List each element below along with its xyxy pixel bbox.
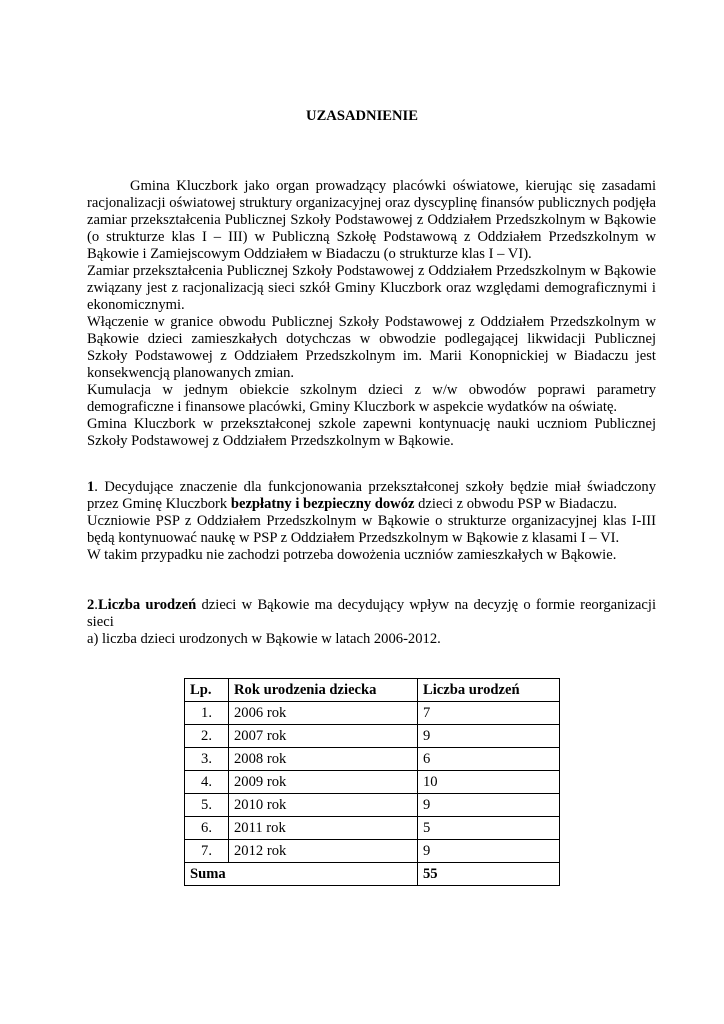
intro-section bbox=[87, 178, 656, 450]
column-header-year: Rok urodzenia dziecka bbox=[229, 679, 418, 702]
cell-births: 9 bbox=[418, 794, 560, 817]
point-1-section bbox=[87, 479, 656, 564]
cell-year: 2010 rok bbox=[229, 794, 418, 817]
cell-year: 2011 rok bbox=[229, 817, 418, 840]
table-row bbox=[185, 702, 560, 725]
cell-lp: 6. bbox=[185, 817, 229, 840]
cell-lp: 2. bbox=[185, 725, 229, 748]
cell-lp: 1. bbox=[185, 702, 229, 725]
table-row bbox=[185, 725, 560, 748]
cell-year: 2009 rok bbox=[229, 771, 418, 794]
table-header-row bbox=[185, 679, 560, 702]
point-1-bold-text: bezpłatny i bezpieczny dowóz bbox=[230, 496, 415, 512]
cell-lp: 4. bbox=[185, 771, 229, 794]
sum-label: Suma bbox=[185, 863, 418, 886]
point-1-paragraph bbox=[87, 479, 656, 513]
intro-paragraph: Kumulacja w jednym obiekcie szkolnym dzieci z w/w obwodów poprawi parametry demograficzne i finansowe placówki, Gminy Kluczbork w aspekcie wydatków na oświatę. bbox=[87, 382, 656, 415]
document-title: UZASADNIENIE bbox=[306, 108, 418, 124]
cell-births: 6 bbox=[418, 748, 560, 771]
cell-births: 10 bbox=[418, 771, 560, 794]
point-1-paragraph-3: W takim przypadku nie zachodzi potrzeba dowożenia uczniów zamieszkałych w Bąkowie. bbox=[87, 547, 617, 563]
table-sum-row bbox=[185, 863, 560, 886]
cell-year: 2006 rok bbox=[229, 702, 418, 725]
intro-paragraph: Zamiar przekształcenia Publicznej Szkoły Podstawowej z Oddziałem Przedszkolnym w Bąkowie związany jest z racjonalizacją sieci szkół Gminy Kluczbork oraz względami demograficznymi i ekonomicznymi. bbox=[87, 263, 656, 313]
point-2-text: dzieci w Bąkowie ma decydujący wpływ na decyzję o formie reorganizacji sieci bbox=[87, 597, 656, 630]
cell-lp: 3. bbox=[185, 748, 229, 771]
point-2-paragraph: 2.Liczba urodzeń dzieci w Bąkowie ma decydujący wpływ na decyzję o formie reorganizacji sieci bbox=[87, 597, 656, 630]
intro-paragraph: Włączenie w granice obwodu Publicznej Szkoły Podstawowej z Oddziałem Przedszkolnym w Bąkowie dzieci zamieszkałych dotychczas w obwodzie podlegającej likwidacji Publicznej Szkoły Podstawowej z Oddziałem Przedszkolnym im. Marii Konopnickiej w Biadaczu jest konsekwencją planowanych zmian. bbox=[87, 314, 656, 381]
cell-births: 9 bbox=[418, 840, 560, 863]
point-2-section bbox=[87, 597, 656, 648]
intro-paragraph: Gmina Kluczbork jako organ prowadzący placówki oświatowe, kierując się zasadami racjonalizacji oświatowej struktury organizacyjnej oraz dyscyplinę finansów publicznych podjęła zamiar przekształcenia Publicznej Szkoły Podstawowej z Oddziałem Przedszkolnym w Bąkowie (o strukturze klas I – III) w Publiczną Szkołę Podstawową z Oddziałem Przedszkolnym w Bąkowie i Zamiejscowym Oddziałem w Biadaczu (o strukturze klas I – VI). bbox=[87, 178, 656, 262]
cell-year: 2012 rok bbox=[229, 840, 418, 863]
table-row bbox=[185, 748, 560, 771]
point-2-number: 2 bbox=[87, 597, 95, 613]
sum-value: 55 bbox=[418, 863, 560, 886]
point-1-number: 1 bbox=[87, 479, 95, 495]
table-row bbox=[185, 771, 560, 794]
cell-year: 2007 rok bbox=[229, 725, 418, 748]
cell-births: 7 bbox=[418, 702, 560, 725]
table-row bbox=[185, 794, 560, 817]
column-header-lp: Lp. bbox=[185, 679, 229, 702]
table-row bbox=[185, 817, 560, 840]
table-row bbox=[185, 840, 560, 863]
point-1-paragraph-2: Uczniowie PSP z Oddziałem Przedszkolnym w Bąkowie o strukturze organizacyjnej klas I-III będą kontynuować naukę w PSP z Oddziałem Przedszkolnym w Bąkowie z klasami I – VI. bbox=[87, 513, 656, 546]
column-header-births: Liczba urodzeń bbox=[418, 679, 560, 702]
births-table bbox=[184, 678, 560, 886]
point-2-bold-lead: Liczba urodzeń bbox=[97, 597, 197, 613]
cell-year: 2008 rok bbox=[229, 748, 418, 771]
cell-lp: 7. bbox=[185, 840, 229, 863]
point-2-subpoint: a) liczba dzieci urodzonych w Bąkowie w latach 2006-2012. bbox=[87, 631, 441, 647]
point-1-text-after: dzieci z obwodu PSP w Biadaczu. bbox=[414, 496, 618, 512]
cell-births: 9 bbox=[418, 725, 560, 748]
point-1-text-before: . Decydujące znaczenie dla funkcjonowania przekształconej szkoły będzie miał świadczony przez Gminę Kluczbork bbox=[87, 479, 656, 512]
intro-paragraph: Gmina Kluczbork w przekształconej szkole zapewni kontynuację nauki uczniom Publicznej Szkoły Podstawowej z Oddziałem Przedszkolnym w Bąkowie. bbox=[87, 416, 656, 449]
cell-lp: 5. bbox=[185, 794, 229, 817]
cell-births: 5 bbox=[418, 817, 560, 840]
